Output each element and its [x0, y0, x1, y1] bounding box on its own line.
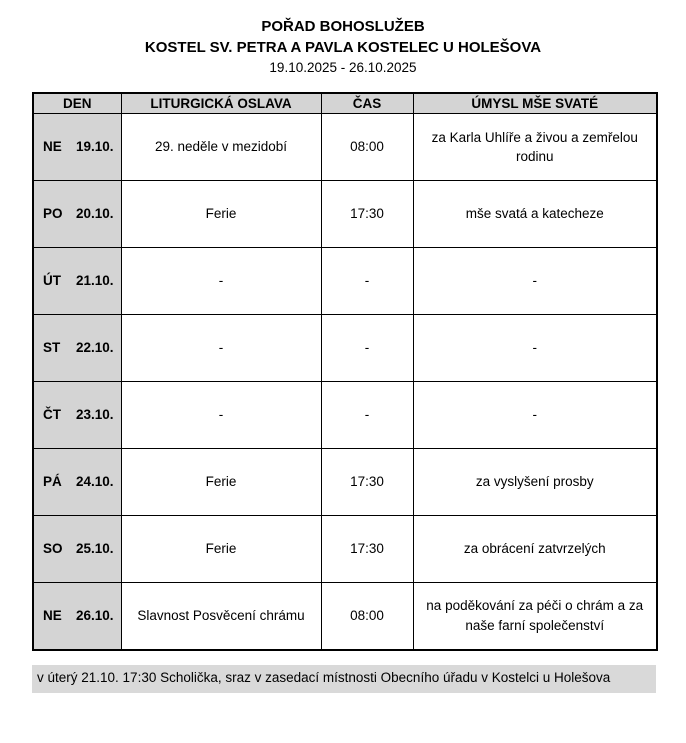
celebration-cell: Ferie — [121, 449, 321, 516]
table-row — [33, 181, 657, 248]
intention-cell: za Karla Uhlíře a živou a zemřelou rodinu — [413, 114, 657, 181]
day-date: 23.10. — [76, 407, 114, 423]
date-range: 19.10.2025 - 26.10.2025 — [269, 60, 417, 75]
celebration-cell: - — [121, 248, 321, 315]
column-header: ČAS — [321, 93, 413, 114]
schedule-body — [33, 114, 657, 650]
table-row — [33, 583, 657, 650]
day-abbr: ST — [43, 340, 61, 356]
intention-cell: - — [413, 315, 657, 382]
time-cell: 17:30 — [321, 181, 413, 248]
day-abbr: ÚT — [43, 273, 61, 289]
day-abbr: ČT — [43, 407, 61, 423]
time-cell: - — [321, 315, 413, 382]
intention-cell: za obrácení zatvrzelých — [413, 516, 657, 583]
celebration-cell: Ferie — [121, 181, 321, 248]
celebration-cell: Ferie — [121, 516, 321, 583]
day-cell — [33, 382, 121, 449]
column-header: LITURGICKÁ OSLAVA — [121, 93, 321, 114]
table-row — [33, 114, 657, 181]
day-cell — [33, 449, 121, 516]
schedule-table — [32, 92, 658, 651]
celebration-cell: Slavnost Posvěcení chrámu — [121, 583, 321, 650]
day-abbr: PÁ — [43, 474, 62, 490]
footer-note: v úterý 21.10. 17:30 Scholička, sraz v zasedací místnosti Obecního úřadu v Kostelci u Holešova — [32, 665, 656, 693]
day-date: 26.10. — [76, 608, 114, 624]
day-date: 21.10. — [76, 273, 114, 289]
document-header — [0, 16, 686, 78]
intention-cell: na poděkování za péči o chrám a za naše farní společenství — [413, 583, 657, 650]
day-cell — [33, 248, 121, 315]
time-cell: 17:30 — [321, 516, 413, 583]
time-cell: 17:30 — [321, 449, 413, 516]
celebration-cell: 29. neděle v mezidobí — [121, 114, 321, 181]
time-cell: 08:00 — [321, 583, 413, 650]
table-row — [33, 382, 657, 449]
intention-cell: za vyslyšení prosby — [413, 449, 657, 516]
day-cell — [33, 516, 121, 583]
column-header: DEN — [33, 93, 121, 114]
table-row — [33, 315, 657, 382]
table-row — [33, 248, 657, 315]
day-abbr: NE — [43, 139, 62, 155]
day-cell — [33, 114, 121, 181]
day-abbr: PO — [43, 206, 63, 222]
table-row — [33, 449, 657, 516]
day-date: 24.10. — [76, 474, 114, 490]
day-abbr: NE — [43, 608, 62, 624]
day-date: 20.10. — [76, 206, 114, 222]
intention-cell: mše svatá a katecheze — [413, 181, 657, 248]
document-subtitle: KOSTEL SV. PETRA A PAVLA KOSTELEC U HOLEŠOVA — [144, 39, 542, 56]
table-header — [33, 93, 657, 114]
schedule-table-wrapper — [32, 92, 656, 651]
table-header-row — [33, 93, 657, 114]
day-date: 19.10. — [76, 139, 114, 155]
celebration-cell: - — [121, 382, 321, 449]
day-date: 22.10. — [76, 340, 114, 356]
day-cell — [33, 583, 121, 650]
time-cell: - — [321, 382, 413, 449]
table-row — [33, 516, 657, 583]
document-title: POŘAD BOHOSLUŽEB — [261, 18, 425, 35]
day-date: 25.10. — [76, 541, 114, 557]
intention-cell: - — [413, 248, 657, 315]
day-cell — [33, 315, 121, 382]
celebration-cell: - — [121, 315, 321, 382]
time-cell: - — [321, 248, 413, 315]
day-cell — [33, 181, 121, 248]
time-cell: 08:00 — [321, 114, 413, 181]
column-header: ÚMYSL MŠE SVATÉ — [413, 93, 657, 114]
intention-cell: - — [413, 382, 657, 449]
day-abbr: SO — [43, 541, 63, 557]
